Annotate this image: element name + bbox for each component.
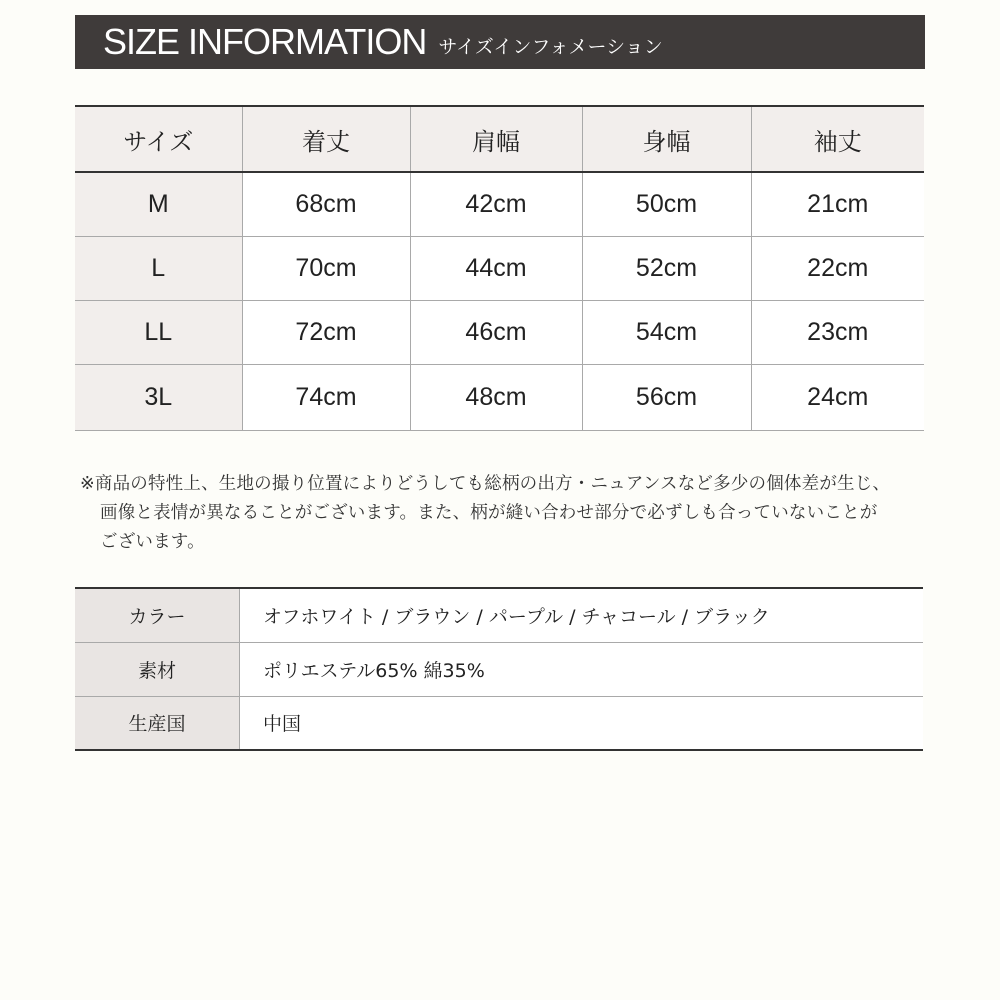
table-row xyxy=(75,236,924,300)
note-line: 画像と表情が異なることがございます。また、柄が縫い合わせ部分で必ずしも合っていないことが xyxy=(100,503,878,523)
spec-table xyxy=(75,587,923,751)
spec-row-material xyxy=(75,642,923,696)
table-row xyxy=(75,172,924,236)
size-table xyxy=(75,105,924,431)
size-table-header-cell: サイズ xyxy=(75,106,242,172)
note-line: ※商品の特性上、生地の撮り位置によりどうしても総柄の出方・ニュアンスなど多少の個体差が生じ、 xyxy=(80,474,891,494)
size-value-cell: 52cm xyxy=(582,236,751,300)
size-value-cell: 54cm xyxy=(582,300,751,364)
size-value-cell: 23cm xyxy=(751,300,924,364)
size-table-header-row xyxy=(75,106,924,172)
size-value-cell: 56cm xyxy=(582,364,751,430)
table-row xyxy=(75,300,924,364)
size-value-cell: 50cm xyxy=(582,172,751,236)
note-line: ございます。 xyxy=(100,532,205,552)
size-table-header-cell: 身幅 xyxy=(582,106,751,172)
spec-label: 生産国 xyxy=(75,696,240,750)
header-subtitle: サイズインフォメーション xyxy=(438,35,663,58)
size-value-cell: 24cm xyxy=(751,364,924,430)
size-value-cell: 68cm xyxy=(242,172,410,236)
size-value-cell: 21cm xyxy=(751,172,924,236)
size-value-cell: 44cm xyxy=(410,236,582,300)
size-value-cell: 46cm xyxy=(410,300,582,364)
size-value-cell: 22cm xyxy=(751,236,924,300)
size-value-cell: 72cm xyxy=(242,300,410,364)
table-row xyxy=(75,364,924,430)
size-label-cell: M xyxy=(75,172,242,236)
spec-row-color xyxy=(75,588,923,642)
size-value-cell: 42cm xyxy=(410,172,582,236)
header-title: SIZE INFORMATION xyxy=(103,21,427,62)
size-table-header-cell: 着丈 xyxy=(242,106,410,172)
spec-value: ポリエステル65% 綿35% xyxy=(240,642,924,696)
spec-value: 中国 xyxy=(240,696,924,750)
size-value-cell: 70cm xyxy=(242,236,410,300)
size-label-cell: LL xyxy=(75,300,242,364)
size-table-header-cell: 袖丈 xyxy=(751,106,924,172)
size-table-header-cell: 肩幅 xyxy=(410,106,582,172)
size-label-cell: L xyxy=(75,236,242,300)
size-label-cell: 3L xyxy=(75,364,242,430)
spec-value: オフホワイト / ブラウン / パープル / チャコール / ブラック xyxy=(240,588,924,642)
spec-label: カラー xyxy=(75,588,240,642)
product-note xyxy=(80,470,930,557)
size-value-cell: 48cm xyxy=(410,364,582,430)
spec-row-origin xyxy=(75,696,923,750)
size-info-header xyxy=(75,15,925,69)
spec-label: 素材 xyxy=(75,642,240,696)
size-value-cell: 74cm xyxy=(242,364,410,430)
